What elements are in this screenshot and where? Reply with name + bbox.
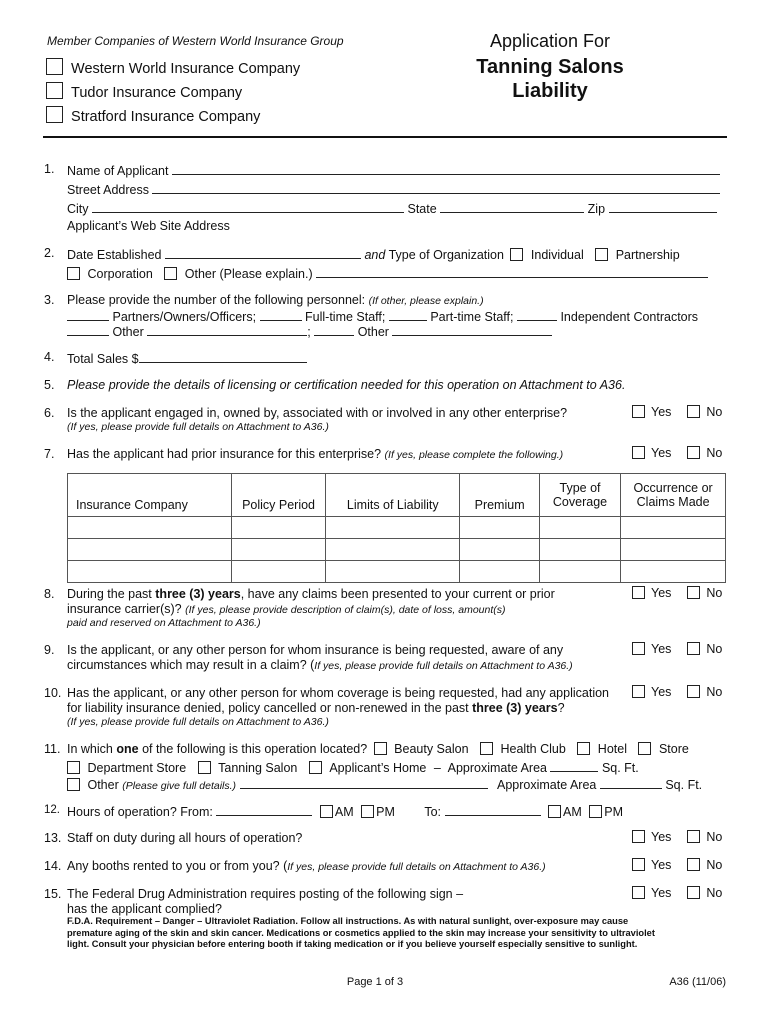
to-am-label: AM	[563, 805, 582, 819]
table-cell[interactable]	[621, 561, 726, 583]
company-label: Stratford Insurance Company	[71, 109, 261, 125]
q14-number: 14.	[44, 859, 62, 873]
store-label: Store	[658, 742, 689, 756]
q14-row	[67, 859, 546, 873]
fda-question-line1: The Federal Drug Administration requires posting of the following sign –	[67, 887, 464, 901]
yes-checkbox[interactable]	[632, 685, 645, 698]
corporation-label: Corporation	[87, 267, 153, 281]
fulltime-count-field[interactable]	[260, 308, 302, 321]
company-option-tudor[interactable]	[46, 82, 242, 101]
table-cell[interactable]	[326, 561, 460, 583]
table-cell[interactable]	[539, 561, 620, 583]
no-checkbox[interactable]	[687, 642, 700, 655]
q1-name-row	[67, 162, 727, 178]
applicants-home-checkbox[interactable]	[309, 761, 322, 774]
col-type-line1: Type of	[559, 481, 601, 495]
other2-label: Other	[357, 325, 389, 339]
no-label: No	[706, 830, 723, 844]
street-address-label: Street Address	[67, 183, 149, 197]
to-pm-checkbox[interactable]	[589, 805, 602, 818]
table-cell[interactable]	[68, 539, 232, 561]
no-label: No	[706, 685, 723, 699]
yes-checkbox[interactable]	[632, 886, 645, 899]
other1-explain-field[interactable]	[147, 323, 307, 336]
q9-line2	[67, 658, 573, 672]
q4-number: 4.	[44, 350, 55, 364]
table-header-row	[68, 474, 726, 517]
from-am-label: AM	[334, 805, 354, 819]
hotel-label: Hotel	[597, 742, 627, 756]
q10-yes-no	[632, 685, 732, 699]
application-for-label: Application For	[489, 31, 611, 51]
table-cell[interactable]	[326, 517, 460, 539]
other-enterprise-note: (If yes, please provide full details on Attachment to A36.)	[67, 421, 329, 433]
q1-number: 1.	[44, 162, 55, 176]
table-cell[interactable]	[326, 539, 460, 561]
q8-note-1: (If yes, please provide description of claim(s), date of loss, amount(s)	[185, 604, 506, 616]
table-cell[interactable]	[68, 517, 232, 539]
yes-checkbox[interactable]	[632, 586, 645, 599]
no-checkbox[interactable]	[687, 446, 700, 459]
page-number: Page 1 of 3	[346, 976, 404, 988]
fda-line-2: premature aging of the skin and skin cancer. Medications or cosmetics applied to the skin may increase your sensitivity to ultraviolet	[67, 927, 655, 938]
q11-text-b: of the following is this operation located?	[142, 742, 368, 756]
no-label: No	[706, 886, 723, 900]
yes-label: Yes	[651, 886, 672, 900]
q11-row3	[67, 776, 702, 792]
applicants-home-label: Applicant’s Home	[329, 761, 427, 775]
yes-label: Yes	[651, 642, 672, 656]
no-label: No	[706, 446, 723, 460]
other-enterprise-question: Is the applicant engaged in, owned by, associated with or involved in any other enterprise?	[67, 406, 568, 420]
fulltime-label: Full-time Staff;	[305, 310, 386, 324]
partnership-checkbox[interactable]	[595, 248, 608, 261]
q9-yes-no	[632, 642, 732, 656]
booths-note: If yes, please provide full details on Attachment to A36.)	[287, 861, 546, 873]
col-occurrence-line2: Claims Made	[636, 495, 710, 509]
table-cell[interactable]	[539, 517, 620, 539]
no-checkbox[interactable]	[687, 685, 700, 698]
no-label: No	[706, 586, 723, 600]
yes-checkbox[interactable]	[632, 405, 645, 418]
q6-number: 6.	[44, 406, 55, 420]
type-of-organization-label: Type of Organization	[388, 248, 504, 262]
col-type-of-coverage	[539, 474, 620, 517]
company-label: Tudor Insurance Company	[71, 85, 243, 101]
city-label: City	[67, 202, 89, 216]
company-label: Western World Insurance Company	[71, 61, 301, 77]
total-sales-label: Total Sales $	[67, 352, 139, 366]
other-org-label: Other (Please explain.)	[184, 267, 313, 281]
approx-area-label: Approximate Area	[447, 761, 547, 775]
partners-count-field[interactable]	[67, 308, 109, 321]
q12-row	[67, 803, 623, 819]
q8-text-b: , have any claims been presented to your current or prior	[240, 587, 555, 601]
table-cell[interactable]	[621, 539, 726, 561]
q11-number: 11.	[44, 742, 61, 756]
no-label: No	[706, 405, 723, 419]
sqft-label-2: Sq. Ft.	[665, 778, 703, 792]
table-cell[interactable]	[460, 539, 539, 561]
q2-row2	[67, 265, 708, 281]
yes-label: Yes	[651, 586, 672, 600]
yes-label: Yes	[651, 685, 672, 699]
q7-number: 7.	[44, 447, 55, 461]
department-store-checkbox[interactable]	[67, 761, 80, 774]
other2-count-field[interactable]	[314, 323, 354, 336]
semicolon-text: ;	[307, 325, 311, 339]
table-row	[68, 539, 726, 561]
other-location-field[interactable]	[240, 776, 488, 789]
other-org-checkbox[interactable]	[164, 267, 177, 280]
q10-question-mark: ?	[557, 701, 565, 715]
q8-line2-text: insurance carrier(s)?	[67, 602, 182, 616]
form-code: A36 (11/06)	[669, 976, 726, 988]
zip-label: Zip	[587, 202, 606, 216]
checkbox[interactable]	[46, 58, 63, 75]
col-insurance-company: Insurance Company	[68, 474, 232, 517]
q10-line2	[67, 701, 565, 715]
approx-area-label-2: Approximate Area	[497, 778, 597, 792]
col-occurrence-line1: Occurrence or	[633, 481, 713, 495]
q9-number: 9.	[44, 643, 55, 657]
q11-row1	[67, 742, 689, 756]
other-location-note: (Please give full details.)	[122, 780, 237, 792]
col-occurrence	[621, 474, 726, 517]
q13-number: 13.	[44, 831, 62, 845]
from-pm-checkbox[interactable]	[361, 805, 374, 818]
no-checkbox[interactable]	[687, 858, 700, 871]
q8-line2	[67, 602, 506, 616]
q9-note: If yes, please provide full details on Attachment to A36.)	[314, 660, 573, 672]
q8-yes-no	[632, 586, 732, 600]
prior-insurance-note: (If yes, please complete the following.)	[384, 449, 564, 461]
health-club-checkbox[interactable]	[480, 742, 493, 755]
fda-question-line2: has the applicant complied?	[67, 902, 222, 916]
fda-line-3: light. Consult your physician before entering booth if taking medication or if you believe yourself especially sensitive to sunlight.	[67, 939, 638, 949]
no-checkbox[interactable]	[687, 886, 700, 899]
yes-checkbox[interactable]	[632, 830, 645, 843]
q10-line2-text: for liability insurance denied, policy cancelled or non-renewed in the past	[67, 701, 469, 715]
partnership-label: Partnership	[615, 248, 680, 262]
yes-checkbox[interactable]	[632, 642, 645, 655]
page-title: Tanning Salons	[476, 56, 624, 78]
col-premium: Premium	[460, 474, 539, 517]
q3-row1	[67, 293, 484, 307]
sqft-label: Sq. Ft.	[601, 761, 639, 775]
staff-on-duty-question: Staff on duty during all hours of operation?	[67, 831, 303, 845]
store-checkbox[interactable]	[638, 742, 651, 755]
q12-number: 12.	[44, 804, 60, 816]
yes-label: Yes	[651, 830, 672, 844]
other-org-field[interactable]	[316, 265, 708, 278]
yes-checkbox[interactable]	[632, 858, 645, 871]
table-cell[interactable]	[231, 517, 325, 539]
q8-text-a: During the past	[67, 587, 152, 601]
from-am-checkbox[interactable]	[320, 805, 333, 818]
to-label: To:	[424, 805, 442, 819]
q15-yes-no	[632, 886, 732, 900]
col-limits-of-liability: Limits of Liability	[326, 474, 460, 517]
and-label: and	[364, 248, 386, 262]
independent-label: Independent Contractors	[560, 310, 699, 324]
name-of-applicant-field[interactable]	[172, 162, 720, 175]
other-location-label: Other	[87, 778, 119, 792]
state-field[interactable]	[440, 200, 584, 213]
table-cell[interactable]	[460, 561, 539, 583]
q5-number: 5.	[44, 378, 55, 392]
parttime-label: Part-time Staff;	[430, 310, 514, 324]
q10-note: (If yes, please provide full details on Attachment to A36.)	[67, 716, 329, 728]
checkbox[interactable]	[46, 82, 63, 99]
no-checkbox[interactable]	[687, 830, 700, 843]
q9-line2-text: circumstances which may result in a claim? (	[67, 658, 315, 672]
partners-label: Partners/Owners/Officers;	[112, 310, 257, 324]
q11-text-a: In which	[67, 742, 113, 756]
hotel-checkbox[interactable]	[577, 742, 590, 755]
other-area-field[interactable]	[600, 776, 662, 789]
table-cell[interactable]	[231, 539, 325, 561]
street-address-field[interactable]	[152, 181, 720, 194]
q3-row2	[67, 308, 698, 324]
col-policy-period: Policy Period	[231, 474, 325, 517]
state-label: State	[407, 202, 437, 216]
q15-number: 15.	[44, 887, 62, 901]
yes-label: Yes	[651, 446, 672, 460]
company-option-stratford[interactable]	[46, 106, 260, 125]
other-location-checkbox[interactable]	[67, 778, 80, 791]
q8-note-2: paid and reserved on Attachment to A36.)	[67, 617, 261, 629]
no-label: No	[706, 858, 723, 872]
no-checkbox[interactable]	[687, 586, 700, 599]
q10-line1: Has the applicant, or any other person for whom coverage is being requested, had any application	[67, 686, 609, 700]
q10-number: 10.	[44, 686, 62, 700]
prior-insurance-question: Has the applicant had prior insurance for this enterprise?	[67, 447, 382, 461]
page-title-line2: Liability	[512, 80, 588, 102]
health-club-label: Health Club	[500, 742, 566, 756]
beauty-salon-label: Beauty Salon	[394, 742, 469, 756]
date-established-label: Date Established	[67, 248, 162, 262]
table-row	[68, 561, 726, 583]
fda-line-1: F.D.A. Requirement – Danger – Ultraviolet Radiation. Follow all instructions. As with natural sunlight, over-exposure may cause	[67, 916, 629, 926]
q1-city-row	[67, 200, 717, 216]
q7-row	[67, 447, 563, 461]
q10-bold: three (3) years	[472, 701, 558, 715]
individual-label: Individual	[530, 248, 584, 262]
tanning-salon-label: Tanning Salon	[218, 761, 298, 775]
web-site-label: Applicant’s Web Site Address	[67, 219, 230, 233]
home-area-field[interactable]	[550, 759, 598, 772]
to-pm-label: PM	[604, 805, 623, 819]
q11-row2	[67, 759, 639, 775]
booths-question: Any booths rented to you or from you? (	[67, 859, 288, 873]
q11-bold: one	[116, 742, 139, 756]
hours-to-field[interactable]	[445, 803, 541, 816]
personnel-question: Please provide the number of the following personnel:	[67, 293, 366, 307]
table-cell[interactable]	[539, 539, 620, 561]
q2-number: 2.	[44, 246, 55, 260]
member-companies-text: Member Companies of Western World Insurance Group	[47, 34, 344, 48]
licensing-question: Please provide the details of licensing or certification needed for this operation on Attachment to A36.	[67, 378, 626, 392]
col-type-line2: Coverage	[552, 495, 608, 509]
other1-count-field[interactable]	[67, 323, 109, 336]
table-cell[interactable]	[231, 561, 325, 583]
other1-label: Other	[112, 325, 144, 339]
checkbox[interactable]	[46, 106, 63, 123]
q2-row1	[67, 246, 680, 262]
q6-yes-no	[632, 405, 732, 419]
header-divider	[43, 136, 727, 138]
table-cell[interactable]	[460, 517, 539, 539]
no-label: No	[706, 642, 723, 656]
q1-street-row	[67, 181, 720, 197]
zip-field[interactable]	[609, 200, 717, 213]
q4-row	[67, 350, 307, 366]
independent-count-field[interactable]	[517, 308, 557, 321]
to-am-checkbox[interactable]	[548, 805, 561, 818]
beauty-salon-checkbox[interactable]	[374, 742, 387, 755]
yes-label: Yes	[651, 405, 672, 419]
other2-explain-field[interactable]	[392, 323, 552, 336]
q14-yes-no	[632, 858, 732, 872]
company-option-western[interactable]	[46, 58, 300, 77]
q8-bold: three (3) years	[155, 587, 241, 601]
q7-yes-no	[632, 446, 732, 460]
city-field[interactable]	[92, 200, 404, 213]
dash-text: –	[433, 761, 441, 775]
q3-number: 3.	[44, 293, 55, 307]
prior-insurance-table	[67, 473, 726, 583]
q8-line1	[67, 587, 555, 601]
table-row	[68, 517, 726, 539]
hours-label: Hours of operation? From:	[67, 805, 213, 819]
hours-from-field[interactable]	[216, 803, 312, 816]
yes-label: Yes	[651, 858, 672, 872]
yes-checkbox[interactable]	[632, 446, 645, 459]
q13-yes-no	[632, 830, 732, 844]
q8-number: 8.	[44, 587, 55, 601]
individual-checkbox[interactable]	[510, 248, 523, 261]
table-cell[interactable]	[68, 561, 232, 583]
table-cell[interactable]	[621, 517, 726, 539]
fda-requirement-text	[67, 916, 655, 951]
no-checkbox[interactable]	[687, 405, 700, 418]
date-established-field[interactable]	[165, 246, 361, 259]
q9-line1: Is the applicant, or any other person for whom insurance is being requested, aware of any	[67, 643, 564, 657]
department-store-label: Department Store	[87, 761, 187, 775]
tanning-salon-checkbox[interactable]	[198, 761, 211, 774]
from-pm-label: PM	[376, 805, 395, 819]
corporation-checkbox[interactable]	[67, 267, 80, 280]
total-sales-field[interactable]	[139, 350, 307, 363]
parttime-count-field[interactable]	[389, 308, 427, 321]
personnel-note: (If other, please explain.)	[368, 295, 484, 307]
name-of-applicant-label: Name of Applicant	[67, 164, 169, 178]
q3-row3	[67, 323, 552, 339]
